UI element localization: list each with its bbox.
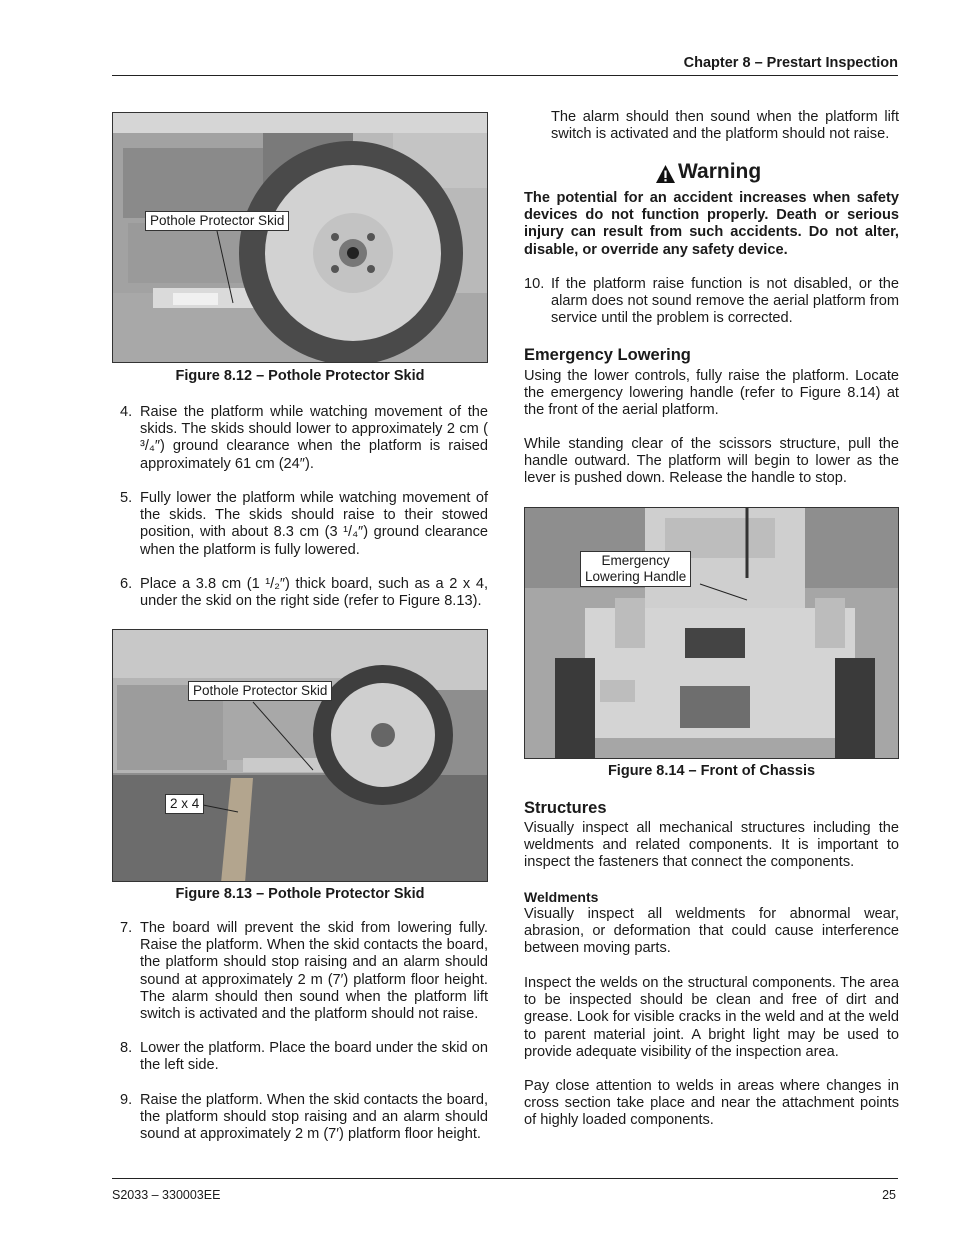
- figure-8-12-caption: Figure 8.12 – Pothole Protector Skid: [175, 368, 425, 384]
- structures-paragraph: Visually inspect all mechanical structures including the weldments and related components. It is important to inspect the fasteners that connect the components.: [524, 820, 899, 871]
- emergency-handle-label: Emergency Lowering Handle: [580, 551, 691, 587]
- pothole-skid-label: Pothole Protector Skid: [145, 211, 289, 231]
- emergency-paragraph-1: Using the lower controls, fully raise the platform. Locate the emergency lowering handle (refer to Figure 8.14) at the front of the aerial platform.: [524, 368, 899, 419]
- emergency-paragraph-2: While standing clear of the scissors structure, pull the handle outward. The platform will begin to lower as the lever is pushed down. Release the handle to stop.: [524, 436, 899, 487]
- page-number: 25: [882, 1188, 896, 1202]
- chapter-header: Chapter 8 – Prestart Inspection: [683, 55, 898, 71]
- warning-triangle-icon: [655, 164, 676, 184]
- emergency-lowering-heading: Emergency Lowering: [524, 346, 691, 364]
- warning-text: The potential for an accident increases when safety devices do not function properly. Death or serious injury can result from such accidents. Do not alter, disable, or override any safety device.: [524, 190, 899, 258]
- pothole-skid-label-2: Pothole Protector Skid: [188, 681, 332, 701]
- figure-8-14-caption: Figure 8.14 – Front of Chassis: [607, 763, 816, 779]
- step-continuation: The alarm should then sound when the platform lift switch is activated and the platform should not raise.: [551, 109, 899, 143]
- footer-rule: [112, 1178, 898, 1179]
- weldments-paragraph-2: Inspect the welds on the structural components. The area to be inspected should be clean and free of dirt and grease. Look for visible cracks in the weld and at the weld to parent material joint. A bright light may be used to provide adequate visibility of the inspection area.: [524, 975, 899, 1060]
- figure-8-13-caption: Figure 8.13 – Pothole Protector Skid: [175, 886, 425, 902]
- document-number: S2033 – 330003EE: [112, 1188, 221, 1202]
- weldments-paragraph-3: Pay close attention to welds in areas where changes in cross section take place and near the attachment points of highly loaded components.: [524, 1078, 899, 1129]
- two-by-four-label: 2 x 4: [165, 794, 204, 814]
- figure-8-14-photo: [524, 507, 899, 759]
- header-rule: [112, 75, 898, 76]
- structures-heading: Structures: [524, 799, 607, 817]
- figure-8-12-photo: [112, 112, 488, 363]
- weldments-paragraph-1: Visually inspect all weldments for abnormal wear, abrasion, or deformation that could cause interference between moving parts.: [524, 906, 899, 957]
- weldments-subheading: Weldments: [524, 889, 599, 905]
- figure-8-13-photo: [112, 629, 488, 882]
